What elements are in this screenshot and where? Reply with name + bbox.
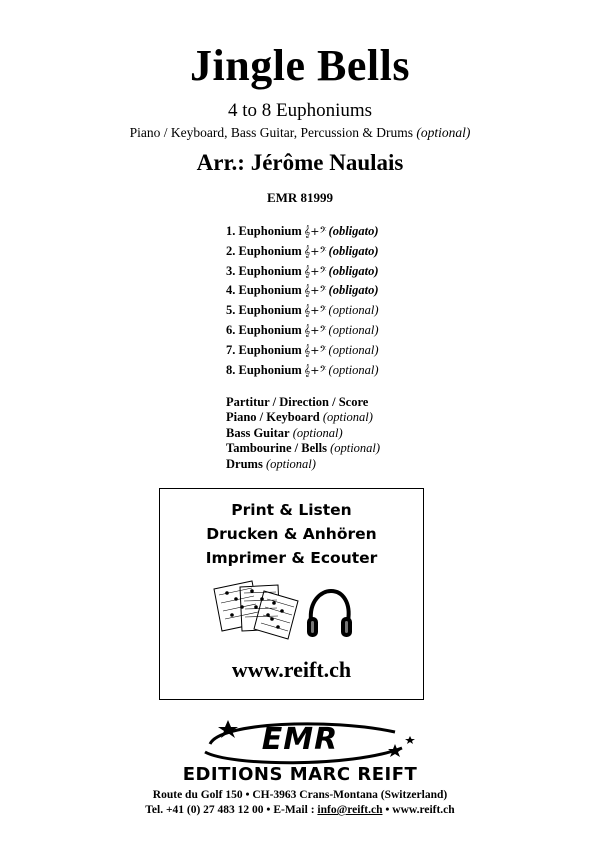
clef-icon: 𝄞+𝄢	[303, 363, 327, 377]
extra-part-note: (optional)	[330, 441, 381, 456]
promo-line-1: Print & Listen	[231, 501, 352, 519]
part-status: (optional)	[328, 362, 379, 377]
part-status: (optional)	[328, 342, 379, 357]
extra-part-item	[226, 426, 486, 441]
clef-icon: 𝄞+𝄢	[303, 244, 327, 258]
clef-icon: 𝄞+𝄢	[303, 304, 327, 318]
part-item	[226, 341, 486, 361]
arranger: Arr.: Jérôme Naulais	[196, 150, 404, 175]
instrumentation	[0, 125, 600, 141]
email-link[interactable]: info@reift.ch	[317, 804, 383, 816]
clef-icon: 𝄞+𝄢	[303, 225, 327, 238]
sheet-music-icon	[212, 579, 302, 641]
part-item	[226, 321, 486, 341]
address: Route du Golf 150 • CH-3963 Crans-Montana (Switzerland)	[152, 789, 448, 801]
promo-line-3: Imprimer & Ecouter	[205, 549, 378, 567]
extra-part-name: Bass Guitar	[226, 425, 290, 440]
promo-line-2: Drucken & Anhören	[206, 525, 377, 543]
part-name: 8. Euphonium	[226, 362, 302, 377]
extra-part-name: Partitur / Direction / Score	[226, 395, 369, 409]
title: Jingle Bells	[190, 41, 410, 90]
headphones-icon	[305, 589, 353, 641]
part-item	[226, 222, 486, 242]
promo-box	[159, 488, 424, 700]
clef-icon: 𝄞+𝄢	[303, 343, 327, 357]
part-name: 1. Euphonium	[226, 224, 302, 238]
website-link[interactable]: www.reift.ch	[231, 657, 352, 682]
part-item	[226, 281, 486, 301]
clef-icon: 𝄞+𝄢	[303, 264, 327, 278]
part-item	[226, 242, 486, 262]
part-item	[226, 361, 486, 381]
instrumentation-main: Piano / Keyboard, Bass Guitar, Percussion & Drums	[129, 125, 413, 140]
extra-part-name: Piano / Keyboard	[226, 410, 320, 425]
part-item	[226, 301, 486, 321]
part-name: 6. Euphonium	[226, 322, 302, 337]
clef-icon: 𝄞+𝄢	[303, 284, 327, 298]
contact-tel: Tel. +41 (0) 27 483 12 00 • E-Mail :	[145, 804, 318, 816]
parts-list	[226, 222, 486, 380]
publisher-name: EDITIONS MARC REIFT	[182, 764, 418, 785]
part-name: 4. Euphonium	[226, 283, 302, 298]
part-status: (obligato)	[328, 263, 379, 278]
part-name: 2. Euphonium	[226, 243, 302, 258]
extra-part-note: (optional)	[322, 410, 373, 425]
instrumentation-note: (optional)	[416, 125, 471, 140]
subtitle: 4 to 8 Euphoniums	[227, 100, 373, 121]
extra-part-note: (optional)	[265, 456, 316, 471]
part-status: (optional)	[328, 303, 379, 318]
part-status: (obligato)	[328, 283, 379, 298]
extra-part-name: Drums	[226, 456, 263, 471]
catalog-number: EMR 81999	[266, 190, 334, 205]
part-name: 3. Euphonium	[226, 263, 302, 278]
part-status: (optional)	[328, 322, 379, 337]
extras-list	[226, 395, 486, 472]
part-item	[226, 262, 486, 282]
contact-line	[0, 804, 600, 816]
extra-part-name: Tambourine / Bells	[226, 441, 327, 456]
part-name: 5. Euphonium	[226, 303, 302, 318]
contact-web[interactable]: • www.reift.ch	[382, 804, 455, 816]
clef-icon: 𝄞+𝄢	[303, 323, 327, 337]
extra-part-item	[226, 410, 486, 425]
part-status: (obligato)	[328, 224, 379, 238]
part-status: (obligato)	[328, 243, 379, 258]
extra-part-note: (optional)	[292, 425, 343, 440]
extra-part-item	[226, 395, 486, 410]
logo-text: EMR	[261, 722, 339, 757]
extra-part-item	[226, 457, 486, 472]
part-name: 7. Euphonium	[226, 342, 302, 357]
extra-part-item	[226, 441, 486, 456]
